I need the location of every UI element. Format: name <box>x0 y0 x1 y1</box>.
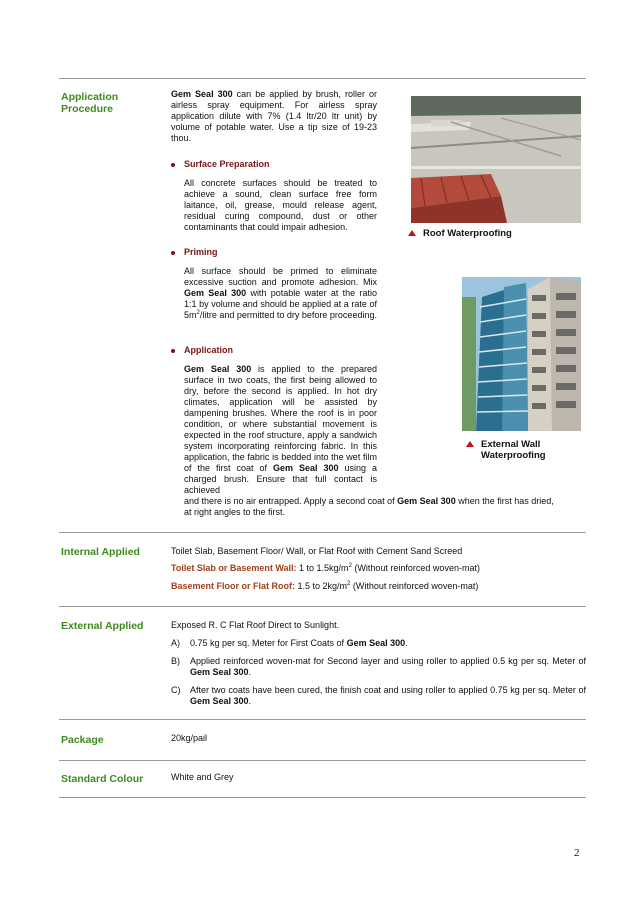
toilet-slab-coverage: Toilet Slab or Basement Wall: 1 to $1.5kg/m^2$ (Without reinforced woven-mat) <box>171 563 480 573</box>
package-heading: Package <box>61 734 104 746</box>
bullet-surface <box>171 163 175 167</box>
package-value: 20kg/pail <box>171 733 208 743</box>
wall-caption-marker-icon <box>466 441 474 447</box>
divider-external <box>59 606 586 607</box>
step-c-text: After two coats have been cured, the finish coat and using roller to applied 0.75 kg per sq. Meter of Gem Seal 300. <box>190 685 586 706</box>
roof-waterproofing-photo <box>411 96 581 223</box>
application-title: Application <box>184 345 233 355</box>
divider-bottom <box>59 797 586 798</box>
external-applied-heading: External Applied <box>61 620 144 632</box>
bullet-priming <box>171 251 175 255</box>
step-a-label: A) <box>171 638 180 648</box>
standard-colour-value: White and Grey <box>171 772 234 782</box>
basement-floor-coverage: Basement Floor or Flat Roof: 1.5 to $2kg/m^2$ (Without reinforced woven-mat) <box>171 581 479 591</box>
divider-package <box>59 719 586 720</box>
application-intro: Gem Seal 300 can be applied by brush, roller or airless spray equipment. For airless spray application dilute with 7% (1.4 ltr/20 ltr unit) by volume of potable water. Use a tip size of 19-23 thou. <box>171 89 377 143</box>
external-wall-waterproofing-photo <box>462 277 581 431</box>
internal-applied-heading: Internal Applied <box>61 546 140 558</box>
step-b-text: Applied reinforced woven-mat for Second layer and using roller to applied 0.5 kg per sq. Meter of Gem Seal 300. <box>190 656 586 677</box>
priming-text: All surface should be primed to eliminate excessive suction and promote adhesion. Mix Gem Seal 300 with potable water at the ratio 1:1 by volume and should be applied at a rate of $5m^2$/litre and permitted to dry before proceeding. <box>184 266 377 320</box>
roof-waterproofing-caption: Roof Waterproofing <box>423 228 512 239</box>
external-applied-description: Exposed R. C Flat Roof Direct to Sunlight. <box>171 620 340 630</box>
bullet-application <box>171 349 175 353</box>
step-c-label: C) <box>171 685 181 695</box>
priming-title: Priming <box>184 247 218 257</box>
application-text-continued: and there is no air entrapped. Apply a second coat of Gem Seal 300 when the first has dried, <box>184 496 554 506</box>
application-text: Gem Seal 300 is applied to the prepared surface in two coats, the first being allowed to dry, before the second is applied. In hot dry climates, application will be assisted by dampening brushes. Where the roof is in poor condition, or where substantial movement is expected in the roof structure, apply a sandwich system incorporating reinforcing fabric. In this application, the fabric is bedded into the wet film of the first coat of Gem Seal 300 using a charged brush. Ensure that full contact is achieved <box>184 364 377 495</box>
roof-caption-marker-icon <box>408 230 416 236</box>
step-a-text: 0.75 kg per sq. Meter for First Coats of Gem Seal 300. <box>190 638 408 648</box>
standard-colour-heading: Standard Colour <box>61 773 144 785</box>
application-heading: Application Procedure <box>61 91 119 115</box>
surface-preparation-title: Surface Preparation <box>184 159 270 169</box>
page-number: 2 <box>574 847 580 859</box>
surface-preparation-text: All concrete surfaces should be treated to achieve a sound, clean surface free form laitance, oil, grease, mould release agent, residual curing compound, dust or other contaminants that could impair adhesion. <box>184 178 377 232</box>
divider-internal <box>59 532 586 533</box>
application-text-end: at right angles to the first. <box>184 507 286 517</box>
external-wall-waterproofing-caption: External Wall Waterproofing <box>481 439 546 461</box>
internal-applied-description: Toilet Slab, Basement Floor/ Wall, or Flat Roof with Cement Sand Screed <box>171 546 463 556</box>
divider-colour <box>59 760 586 761</box>
step-b-label: B) <box>171 656 180 666</box>
divider-top <box>59 78 586 79</box>
